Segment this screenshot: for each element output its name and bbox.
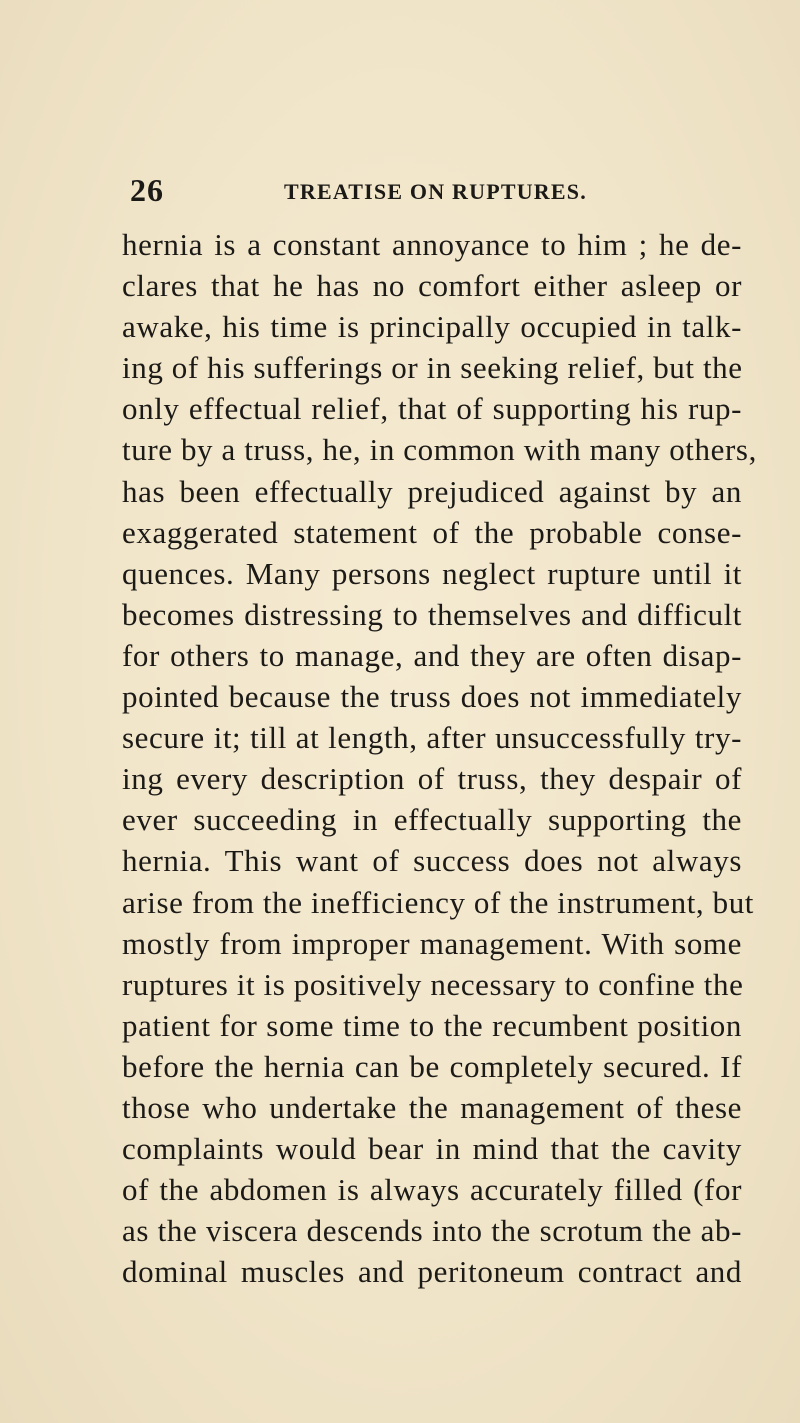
text-line: only effectual relief, that of supporting his rup- (122, 391, 742, 427)
text-line: exaggerated statement of the probable conse- (122, 514, 742, 550)
text-line: ing every description of truss, they despair of (122, 761, 742, 797)
text-line: before the hernia can be completely secured. If (122, 1048, 742, 1084)
text-line: has been effectually prejudiced against by an (122, 473, 742, 509)
text-line: as the viscera descends into the scrotum the ab- (122, 1213, 742, 1249)
text-line: for others to manage, and they are often disap- (122, 637, 742, 673)
text-line: of the abdomen is always accurately filled (for (122, 1172, 742, 1208)
text-line: awake, his time is principally occupied in talk- (122, 309, 742, 345)
text-line: secure it; till at length, after unsuccessfully try- (122, 720, 742, 756)
text-line: ing of his sufferings or in seeking relief, but the (122, 350, 743, 386)
text-line: pointed because the truss does not immediately (122, 679, 742, 715)
text-line: complaints would bear in mind that the cavity (122, 1131, 742, 1167)
text-line: ever succeeding in effectually supporting the (122, 802, 742, 838)
text-line: clares that he has no comfort either asleep or (122, 268, 742, 304)
text-line: mostly from improper management. With some (122, 925, 742, 961)
body-text (122, 224, 757, 1292)
page-number: 26 (130, 172, 164, 208)
text-line: patient for some time to the recumbent position (122, 1007, 742, 1043)
text-line: becomes distressing to themselves and difficult (122, 596, 742, 632)
text-line: ruptures it is positively necessary to confine the (122, 966, 744, 1002)
text-line: arise from the inefficiency of the instrument, but (122, 884, 755, 920)
text-line: hernia is a constant annoyance to him ; he de- (122, 227, 742, 262)
text-line: quences. Many persons neglect rupture until it (122, 555, 742, 591)
running-head (0, 170, 800, 210)
text-line: hernia. This want of success does not always (122, 843, 742, 879)
text-line: ture by a truss, he, in common with many others, (122, 432, 757, 468)
running-title: TREATISE ON RUPTURES. (284, 179, 587, 204)
text-line: those who undertake the management of these (122, 1089, 742, 1125)
text-line: dominal muscles and peritoneum contract and (122, 1254, 742, 1290)
